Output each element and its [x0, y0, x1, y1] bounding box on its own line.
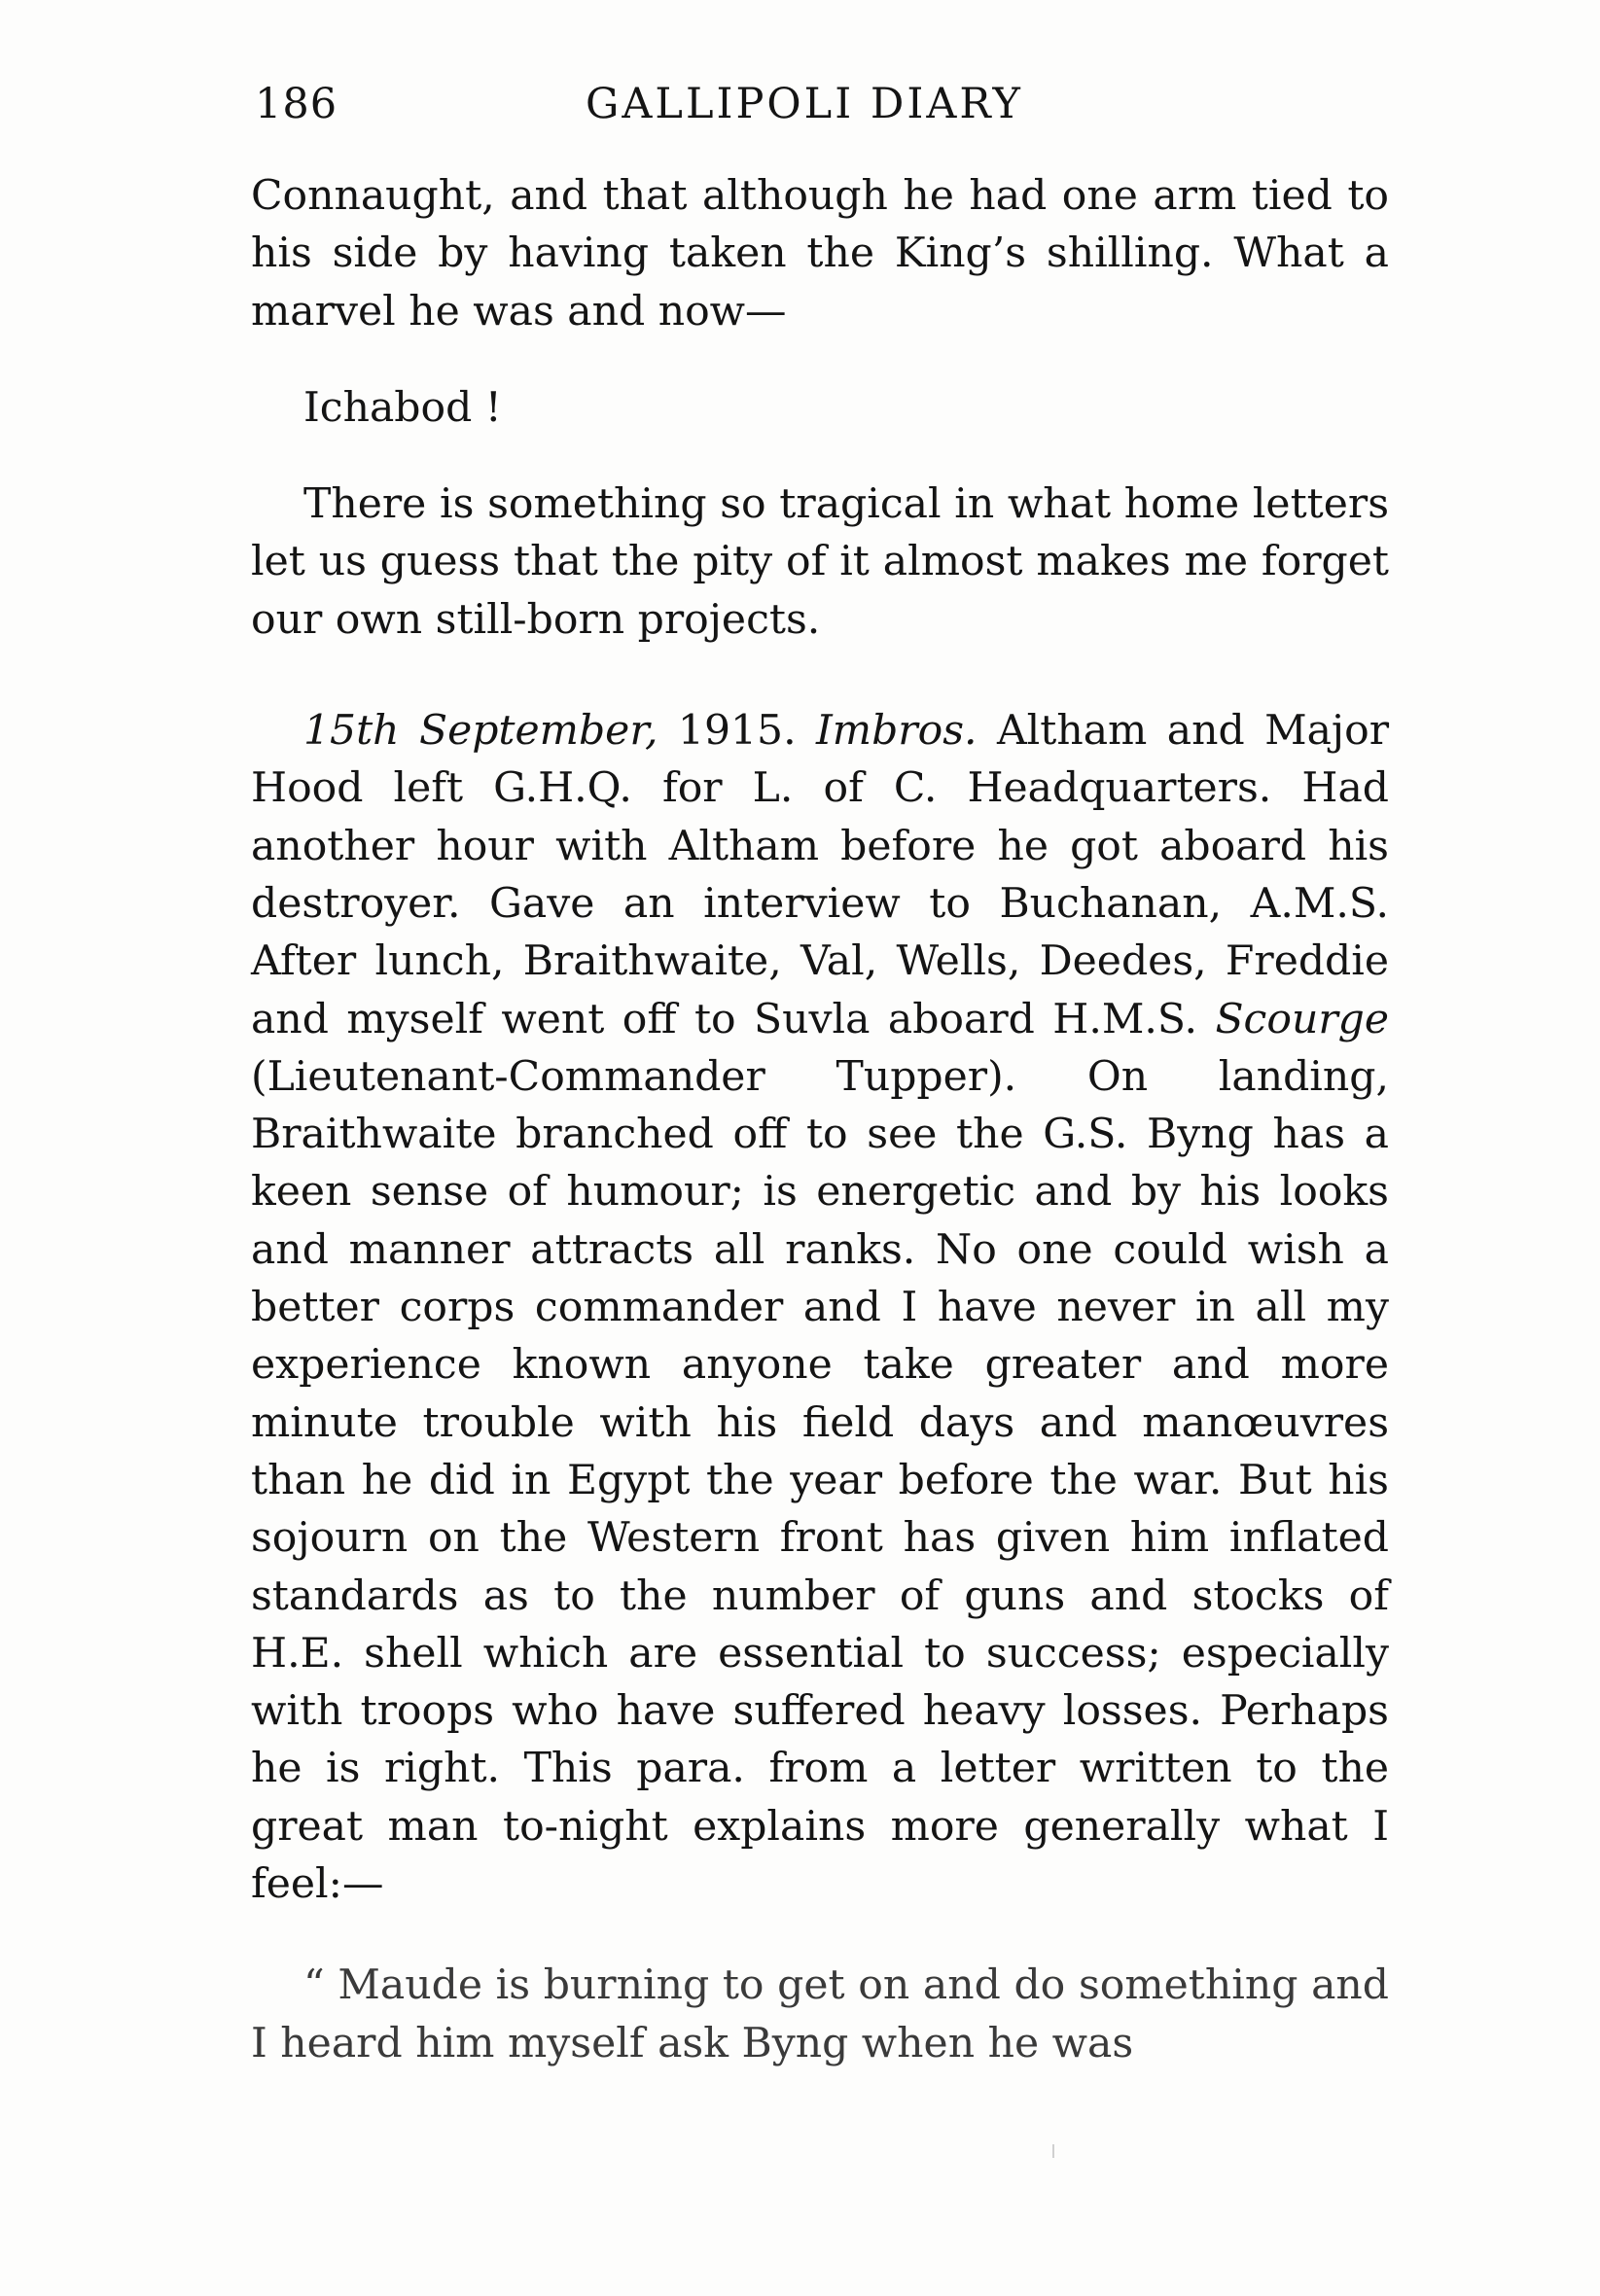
entry-date-day: 15th [303, 707, 400, 756]
paragraph-continuation: Connaught, and that although he had one arm tied to his side by having taken the King’s shilling. What a marvel he was and now— [251, 172, 1389, 336]
entry-date-month: September, [418, 707, 658, 756]
entry-text-part-b: (Lieutenant-Commander Tupper). On landing, Braithwaite branched off to see the G.S. Byng has a keen sense of humour; is energetic and by his looks and manner attracts all ranks. No one could wish a better corps commander and I have never in all my experience known anyone take greater and more minute trouble with his field days and manœuvres than he did in Egypt the year before the war. But his sojourn on the Western front has given him inflated standards as to the number of guns and stocks of H.E. shell which are essential to success; especially with troops who have suffered heavy losses. Perhaps he is right. This para. from a letter written to the great man to-night explains more generally what I feel:— [251, 1052, 1389, 1909]
page-header [255, 80, 1101, 138]
page-number: 186 [255, 80, 338, 128]
entry-date-year: 1915. [677, 707, 797, 756]
page-body [251, 167, 1389, 2072]
quoted-letter-paragraph: “ Maude is burning to get on and do something and I heard him myself ask Byng when he was [251, 1961, 1389, 2067]
paper-speck [1052, 2144, 1054, 2158]
ship-name: Scourge [1215, 995, 1389, 1043]
entry-text-part-a: Altham and Major Hood left G.H.Q. for L. of C. Headquarters. Had another hour with Altham before he got aboard his destroyer. Gave an interview to Buchanan, A.M.S. After lunch, Braithwaite, Val, Wells, Deedes, Freddie and myself went off to Suvla aboard H.M.S. [251, 707, 1390, 1043]
diary-entry-15-september [251, 702, 1389, 1913]
running-title: GALLIPOLI DIARY [586, 80, 1023, 128]
paragraph-ichabod: Ichabod ! [303, 383, 502, 432]
entry-place: Imbros. [816, 707, 978, 756]
paragraph-home-letters: There is something so tragical in what home letters let us guess that the pity of it almost makes me forget our own still-born projects. [251, 480, 1389, 644]
